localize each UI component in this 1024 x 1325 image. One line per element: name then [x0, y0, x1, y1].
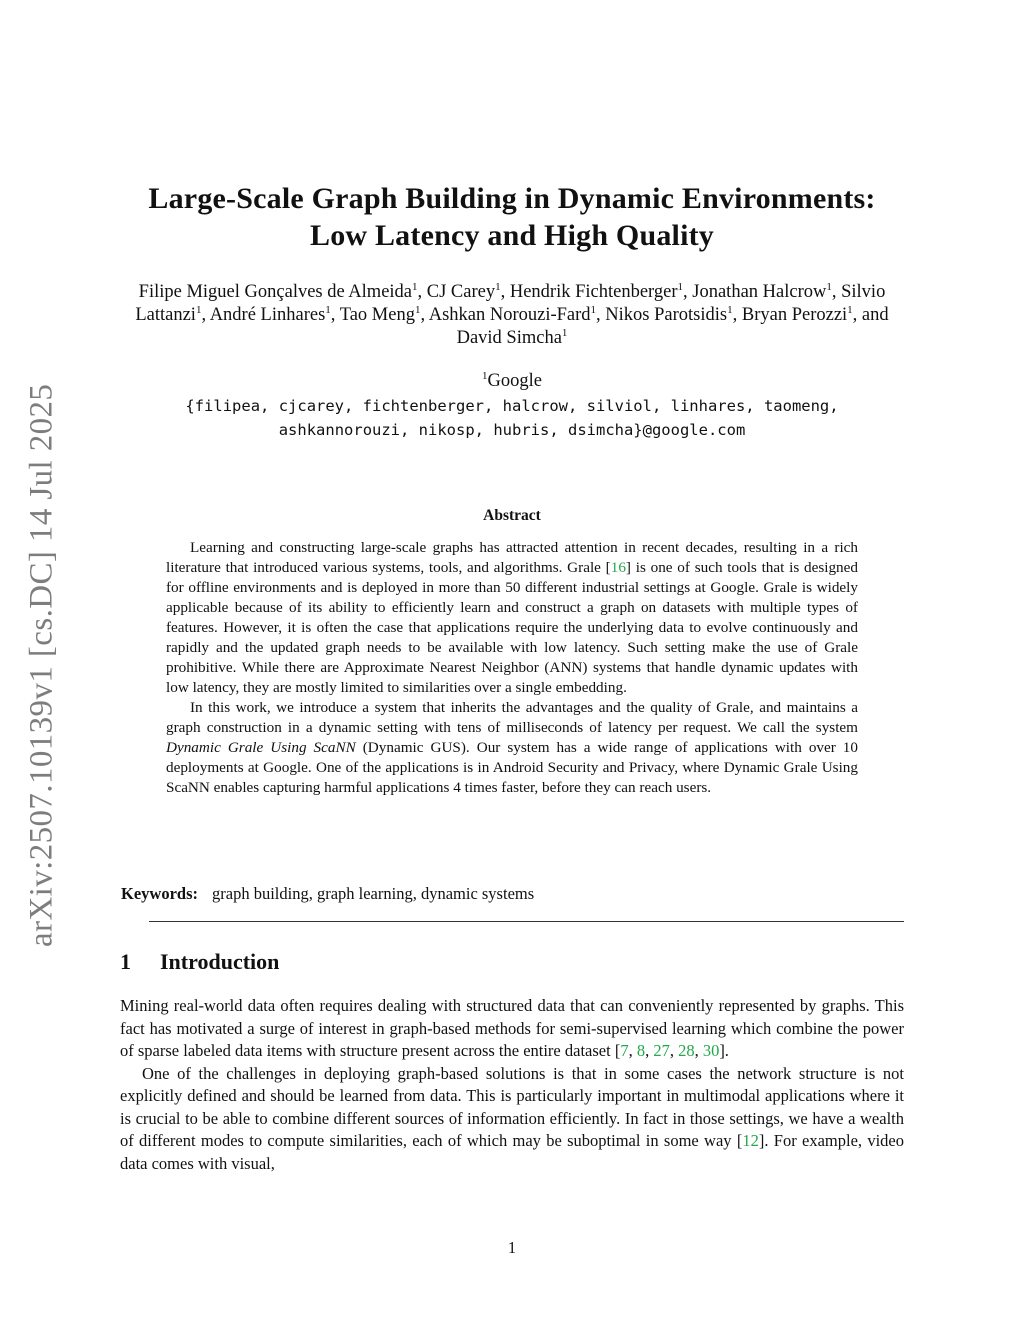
author-name: Nikos Parotsidis: [605, 305, 728, 325]
section-title: Introduction: [160, 949, 280, 974]
author-name: David Simcha: [456, 328, 562, 348]
author-affiliation-marker: 1: [847, 304, 853, 316]
author-name: Hendrik Fichtenberger: [509, 282, 678, 302]
author-affiliation-marker: 1: [495, 281, 501, 293]
paper-title: [120, 180, 904, 254]
keywords: [121, 884, 905, 904]
body-paragraph: One of the challenges in deploying graph-based solutions is that in some cases the network structure is not explicitly defined and should be learned from data. This is particularly important in multimodal applications where it is crucial to be able to combine different sources of information efficiently. In fact in those settings, we have a wealth of different modes to compute similarities, each of which may be suboptimal in some way [12]. For example, video data comes with visual,: [120, 1063, 905, 1173]
author-name: Ashkan Norouzi-Fard: [428, 305, 591, 325]
author-name: André Linhares: [209, 305, 326, 325]
email-line-2: ashkannorouzi, nikosp, hubris, dsimcha}@google.com: [278, 421, 746, 439]
author-affiliation-marker: 1: [590, 304, 597, 316]
citation-link[interactable]: 27: [653, 1041, 670, 1060]
body-paragraph: Mining real-world data often requires dealing with structured data that can conveniently represented by graphs. This fact has motivated a surge of interest in graph-based methods for semi-supervised learning which combine the power of sparse labeled data items with structure present across the entire dataset [7, 8, 27, 28, 30].: [120, 996, 904, 1060]
arxiv-identifier-stamp: arXiv:2507.10139v1 [cs.DC] 14 Jul 2025: [23, 383, 60, 947]
citation-link[interactable]: 30: [702, 1041, 720, 1060]
citation-link[interactable]: 16: [610, 559, 626, 576]
email-line-1: {filipea, cjcarey, fichtenberger, halcrow, silviol, linhares, taomeng,: [185, 397, 839, 415]
author-name: Filipe Miguel Gonçalves de Almeida: [138, 282, 413, 302]
author-list: Filipe Miguel Gonçalves de Almeida$^1$, CJ Carey$^1$, Hendrik Fichtenberger$^1$, Jonathan Halcrow$^1$, Silvio Lattanzi$^1$, André Linhares$^1$, Tao Meng$^1$, Ashkan Norouzi-Fard$^1$, Nikos Parotsidis$^1$, Bryan Perozzi$^1$, and David Simcha$^1$: [135, 281, 889, 348]
author-affiliation-marker: 1: [412, 281, 418, 293]
abstract-paragraph: In this work, we introduce a system that inherits the advantages and the quality of Grale, and maintains a graph construction in a dynamic setting with tens of milliseconds of latency per request. We call the system Dynamic Grale Using ScaNN (Dynamic GUS). Our system has a wide range of applications with over 10 deployments at Google. One of the applications is in Android Security and Privacy, where Dynamic Grale Using ScaNN enables capturing harmful applications 4 times faster, before they can reach users.: [166, 699, 858, 796]
citation-link[interactable]: 7: [620, 1041, 629, 1060]
abstract-body: [166, 538, 858, 798]
author-affiliation-marker: 1: [561, 327, 568, 339]
author-affiliation-marker: 1: [727, 304, 733, 316]
affiliation-name: Google: [487, 371, 542, 391]
affiliation-marker: 1: [482, 370, 488, 382]
author-affiliation-marker: 1: [826, 281, 832, 293]
keywords-value: graph building, graph learning, dynamic systems: [212, 884, 535, 903]
page-number: 1: [507, 1238, 517, 1257]
author-name: Bryan Perozzi: [741, 305, 848, 325]
author-name: Tao Meng: [339, 305, 415, 325]
author-emails: [140, 394, 884, 442]
author-affiliation-marker: 1: [677, 281, 684, 293]
abstract-paragraph: Learning and constructing large-scale graphs has attracted attention in recent decades, resulting in a rich literature that introduced various systems, tools, and algorithms. Grale [16] is one of such tools that is designed for offline environments and is deployed in more than 50 different industrial settings at Google. Grale is widely applicable because of its ability to efficiently learn and construct a graph on datasets with multiple types of features. However, it is often the case that applications require the underlying data to evolve continuously and rapidly and the updated graph needs to be available with low latency. Such setting make the use of Grale prohibitive. While there are Approximate Nearest Neighbor (ANN) systems that handle dynamic updates with low latency, they are mostly limited to similarities over a single embedding.: [166, 539, 858, 696]
author-affiliation-marker: 1: [414, 304, 421, 316]
section-number: 1: [120, 949, 131, 974]
author-name: CJ Carey: [426, 282, 496, 302]
title-line-2: Low Latency and High Quality: [310, 219, 714, 252]
affiliation: [120, 370, 904, 393]
author-name: Jonathan Halcrow: [692, 282, 827, 302]
citation-link[interactable]: 12: [742, 1131, 759, 1150]
author-affiliation-marker: 1: [325, 304, 331, 316]
citation-link[interactable]: 28: [678, 1041, 695, 1060]
system-name: Dynamic Grale Using ScaNN: [166, 739, 356, 756]
divider: [149, 921, 904, 922]
introduction-body: [120, 995, 904, 1175]
citation-link[interactable]: 8: [636, 1041, 646, 1060]
title-line-1: Large-Scale Graph Building in Dynamic Environments:: [148, 182, 876, 215]
author-name: Silvio Lattanzi: [135, 282, 886, 325]
section-heading: [120, 949, 279, 975]
author-affiliation-marker: 1: [195, 304, 202, 316]
abstract-heading: Abstract: [483, 507, 541, 524]
keywords-label: Keywords:: [121, 884, 198, 903]
